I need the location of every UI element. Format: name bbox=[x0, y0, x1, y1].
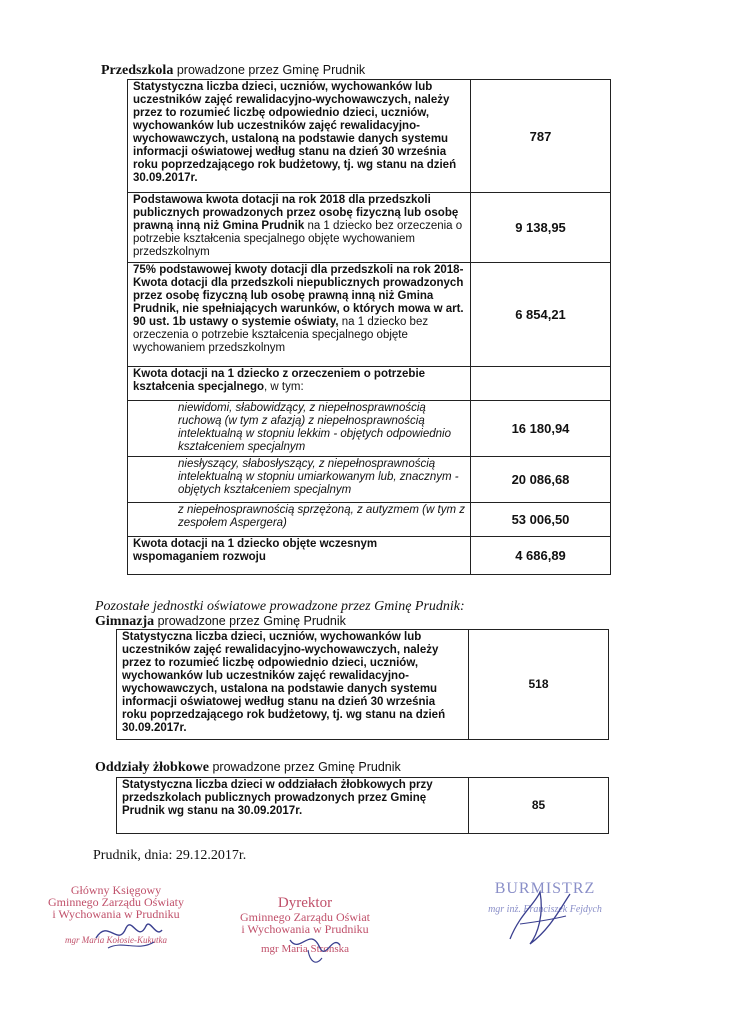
table-row bbox=[128, 537, 611, 575]
table-row bbox=[117, 630, 609, 740]
table-row bbox=[128, 80, 611, 193]
handwritten-signature-icon bbox=[280, 920, 350, 970]
row-value: 787 bbox=[471, 80, 611, 193]
table-row bbox=[128, 367, 611, 401]
section-intro: Pozostałe jednostki oświatowe prowadzone przez Gminę Prudnik: bbox=[95, 599, 465, 614]
table-row bbox=[117, 778, 609, 834]
row-value: 16 180,94 bbox=[471, 401, 611, 457]
row-value: 20 086,68 bbox=[471, 457, 611, 503]
row-label: Statystyczna liczba dzieci, uczniów, wychowanków lub uczestników zajęć rewalidacyjno-wychowawczych, należy przez to rozumieć liczbę odpowiednio dzieci, uczniów, wychowanków lub uczestników zajęć rewalidacyjno-wychowawczych, ustalona na podstawie danych systemu informacji oświatowej według stanu na dzień 30 września roku poprzedzającego rok budżetowy, tj. wg stanu na dzień 30.09.2017r. bbox=[117, 630, 469, 740]
row-label: Statystyczna liczba dzieci w oddziałach żłobkowych przy przedszkolach publicznych prowadzonych przez Gminę Prudnik wg stanu na 30.09.2017r. bbox=[117, 778, 469, 834]
table-row bbox=[128, 457, 611, 503]
row-label: 75% podstawowej kwoty dotacji dla przedszkoli na rok 2018- Kwota dotacji dla przedszkoli niepublicznych prowadzonych przez osobę fizyczną lub osobę prawną inną niż Gmina Prudnik, nie spełniających warunków, o których mowa w art. 90 ust. 1b ustawy o systemie oświaty, na 1 dziecko bez orzeczenia o potrzebie kształcenia specjalnego objęte wychowaniem przedszkolnym bbox=[128, 263, 471, 367]
row-label: Statystyczna liczba dzieci, uczniów, wychowanków lub uczestników zajęć rewalidacyjno-wychowawczych, należy przez to rozumieć liczbę odpowiednio dzieci, uczniów, wychowanków lub uczestników zajęć rewalidacyjno-wychowawczych, ustaloną na podstawie danych systemu informacji oświatowej według stanu na dzień 30 września roku poprzedzającego rok budżetowy, tj. wg stanu na dzień 30.09.2017r. bbox=[128, 80, 471, 193]
handwritten-signature-icon bbox=[500, 884, 580, 950]
table-przedszkola bbox=[127, 79, 611, 575]
section-heading-oddzialy: Oddziały żłobkowe prowadzone przez Gminę Prudnik bbox=[95, 760, 401, 775]
row-label: niesłyszący, słabosłyszący, z niepełnosprawnością intelektualną w stopniu umiarkowanym lub, znacznym - objętych kształceniem specjalnym bbox=[128, 457, 471, 503]
table-row bbox=[128, 401, 611, 457]
table-row bbox=[128, 503, 611, 537]
row-label: z niepełnosprawnością sprzężoną, z autyzmem (w tym z zespołem Aspergera) bbox=[128, 503, 471, 537]
row-value: 9 138,95 bbox=[471, 193, 611, 263]
row-value: 53 006,50 bbox=[471, 503, 611, 537]
signature-stamp-mayor: BURMISTRZ mgr inż. Franciszek Fejdych bbox=[488, 880, 602, 915]
table-gimnazja bbox=[116, 629, 609, 740]
section-heading-przedszkola: Przedszkola prowadzone przez Gminę Prudnik bbox=[101, 63, 366, 78]
row-value bbox=[471, 367, 611, 401]
row-label: Podstawowa kwota dotacji na rok 2018 dla przedszkoli publicznych prowadzonych przez osobę fizyczną lub osobę prawną inną niż Gmina Prudnik na 1 dziecko bez orzeczenia o potrzebie kształcenia specjalnego objęte wychowaniem przedszkolnym bbox=[128, 193, 471, 263]
table-row bbox=[128, 193, 611, 263]
row-label: niewidomi, słabowidzący, z niepełnosprawnością ruchową (w tym z afazją) z niepełnosprawnością intelektualną w stopniu lekkim - objętych odpowiednio kształceniem specjalnym bbox=[128, 401, 471, 457]
table-oddzialy bbox=[116, 777, 609, 834]
signature-stamp-chief-accountant: Główny Księgowy Gminnego Zarządu Oświaty i Wychowania w Prudniku mgr Maria Kołosie-Kukutka bbox=[48, 883, 184, 945]
row-value: 6 854,21 bbox=[471, 263, 611, 367]
row-label: Kwota dotacji na 1 dziecko z orzeczeniem o potrzebie kształcenia specjalnego, w tym: bbox=[128, 367, 471, 401]
row-value: 85 bbox=[469, 778, 609, 834]
row-value: 4 686,89 bbox=[471, 537, 611, 575]
row-value: 518 bbox=[469, 630, 609, 740]
signature-stamp-director: Dyrektor Gminnego Zarządu Oświat i Wychowania w Prudniku mgr Maria Stronska bbox=[240, 895, 370, 955]
row-label: Kwota dotacji na 1 dziecko objęte wczesnym wspomaganiem rozwoju bbox=[128, 537, 471, 575]
table-row bbox=[128, 263, 611, 367]
handwritten-signature-icon bbox=[88, 908, 168, 958]
section-heading-gimnazja: Gimnazja prowadzone przez Gminę Prudnik bbox=[95, 614, 346, 629]
place-date: Prudnik, dnia: 29.12.2017r. bbox=[93, 848, 247, 863]
